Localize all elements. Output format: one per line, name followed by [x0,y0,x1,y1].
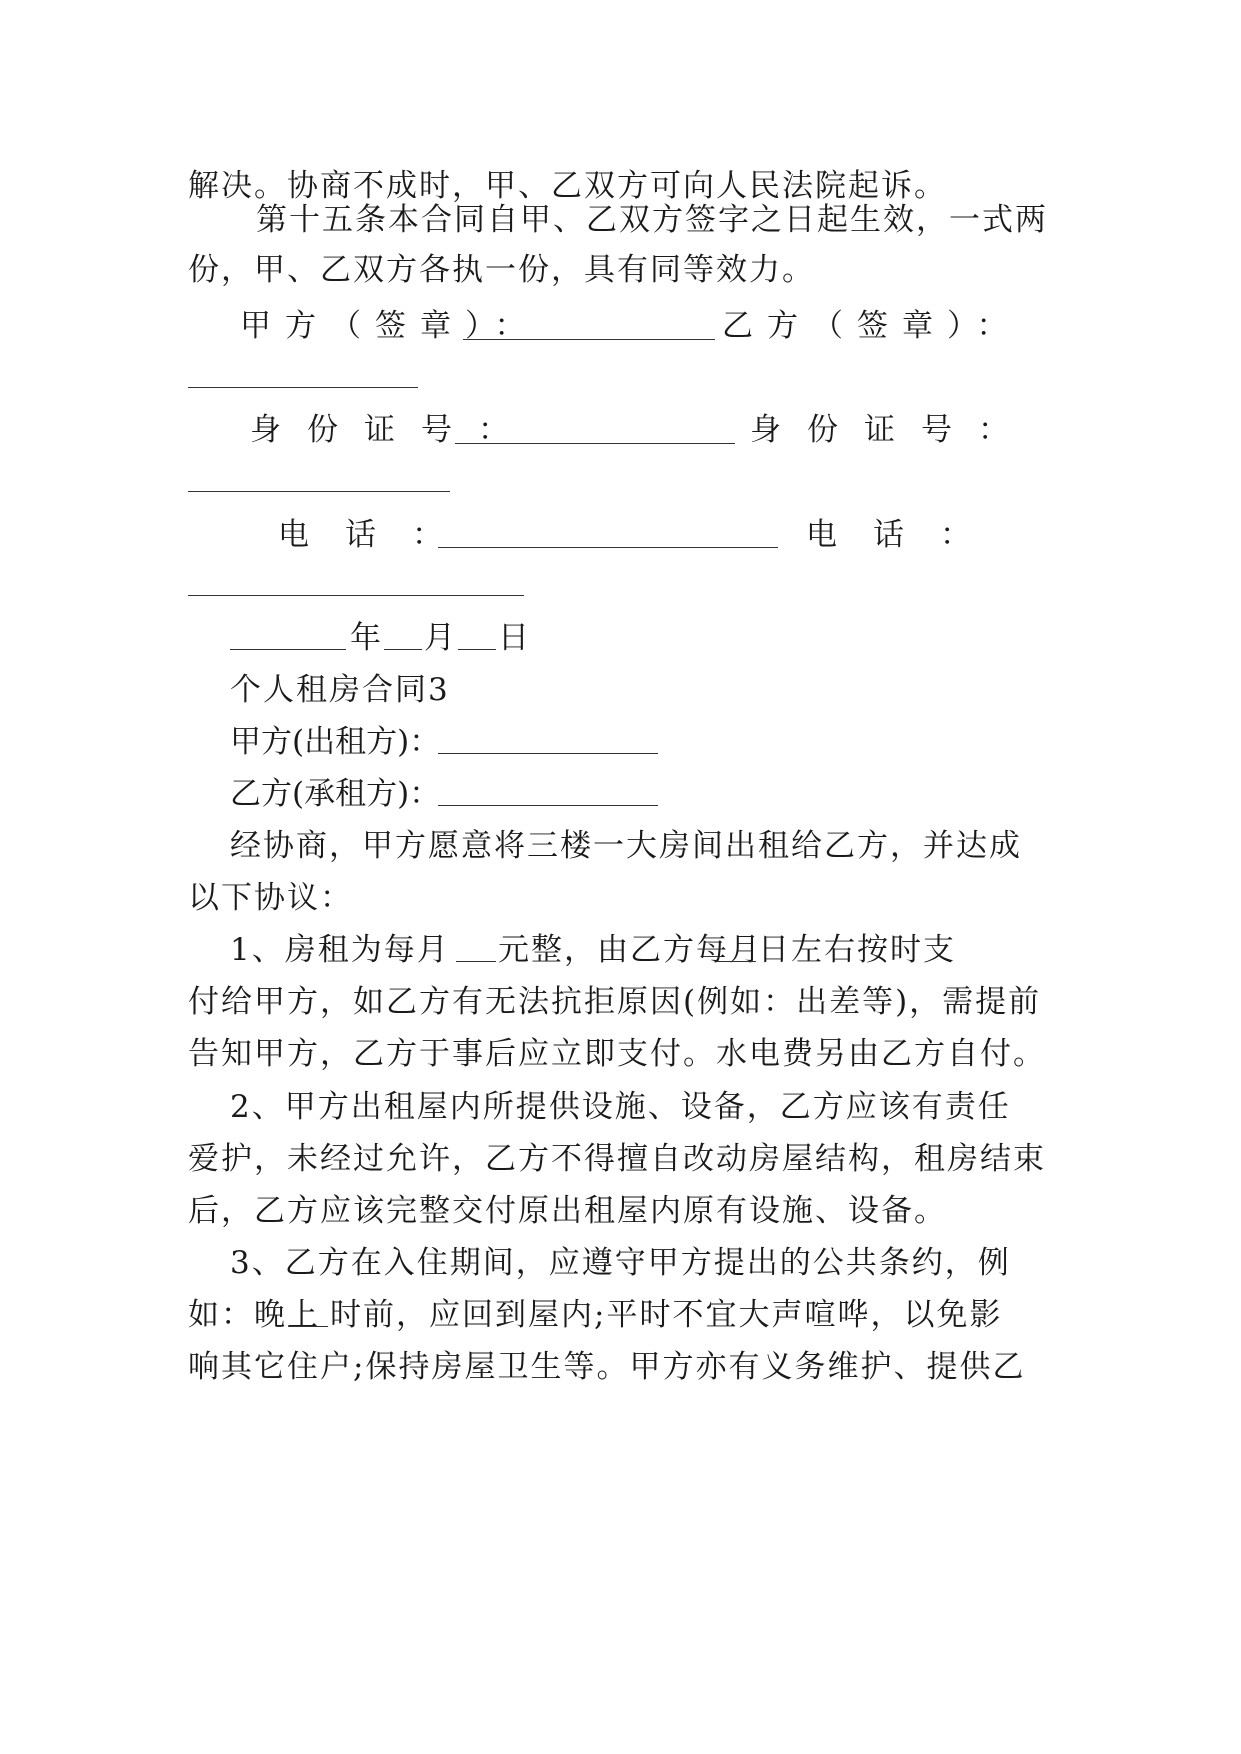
id-label-a: 身份证号： [250,412,535,448]
paragraph-line: 3、乙方在入住期间，应遵守甲方提出的公共条约，例 [230,1245,1011,1281]
clause1-part-b: 元整，由乙方每月 [498,932,762,968]
party-b-blank [438,804,658,806]
clause3-part-a: 如：晚上 [188,1297,320,1333]
paragraph-line: 经协商，甲方愿意将三楼一大房间出租给乙方，并达成 [230,828,1022,864]
paragraph-line: 第十五条本合同自甲、乙双方签字之日起生效，一式两 [256,202,1048,238]
tel-label-b: 电话： [806,517,1007,553]
clause3-part-b: 时前，应回到屋内;平时不宜大声喧哗，以免影 [330,1297,1003,1333]
paragraph-line: 份，甲、乙双方各执一份，具有同等效力。 [188,252,815,288]
party-a-label: 甲方(出租方)： [230,724,441,760]
date-day-label: 日 [498,620,529,656]
signature-label-a: 甲方（签章）： [240,308,540,344]
tel-blank-a [438,546,778,548]
paragraph-line: 告知甲方，乙方于事后应立即支付。水电费另由乙方自付。 [188,1036,1046,1072]
year-blank [230,648,346,650]
signature-blank-b [188,386,418,388]
contract-title: 个人租房合同3 [230,672,450,708]
rent-blank [456,960,496,962]
pay-day-blank [716,960,756,962]
clause1-part-c: 日左右按时支 [758,932,956,968]
date-month-label: 月 [424,620,455,656]
party-b-label: 乙方(承租方)： [230,776,441,812]
tel-blank-b [188,594,524,596]
paragraph-line: 付给甲方，如乙方有无法抗拒原因(例如：出差等)，需提前 [188,984,1042,1020]
party-a-blank [438,752,658,754]
curfew-blank [288,1325,328,1327]
paragraph-line: 响其它住户;保持房屋卫生等。甲方亦有义务维护、提供乙 [188,1349,1026,1385]
paragraph-line: 爱护，未经过允许，乙方不得擅自改动房屋结构，租房结束 [188,1141,1046,1177]
paragraph-line: 后，乙方应该完整交付原出租屋内原有设施、设备。 [188,1193,947,1229]
tel-label-a: 电话： [278,517,479,553]
signature-label-b: 乙方（签章）： [722,308,1022,344]
id-blank-a [455,442,735,444]
id-label-b: 身份证号： [750,412,1035,448]
date-year-label: 年 [350,620,381,656]
signature-blank-a [463,338,715,340]
month-blank [384,648,422,650]
clause1-part-a: 1、房租为每月 [230,932,450,968]
id-blank-b [188,490,450,492]
paragraph-line: 2、甲方出租屋内所提供设施、设备，乙方应该有责任 [230,1089,1011,1125]
day-blank [458,648,496,650]
paragraph-line: 以下协议： [188,880,353,916]
paragraph-line: 解决。协商不成时，甲、乙双方可向人民法院起诉。 [188,168,947,204]
